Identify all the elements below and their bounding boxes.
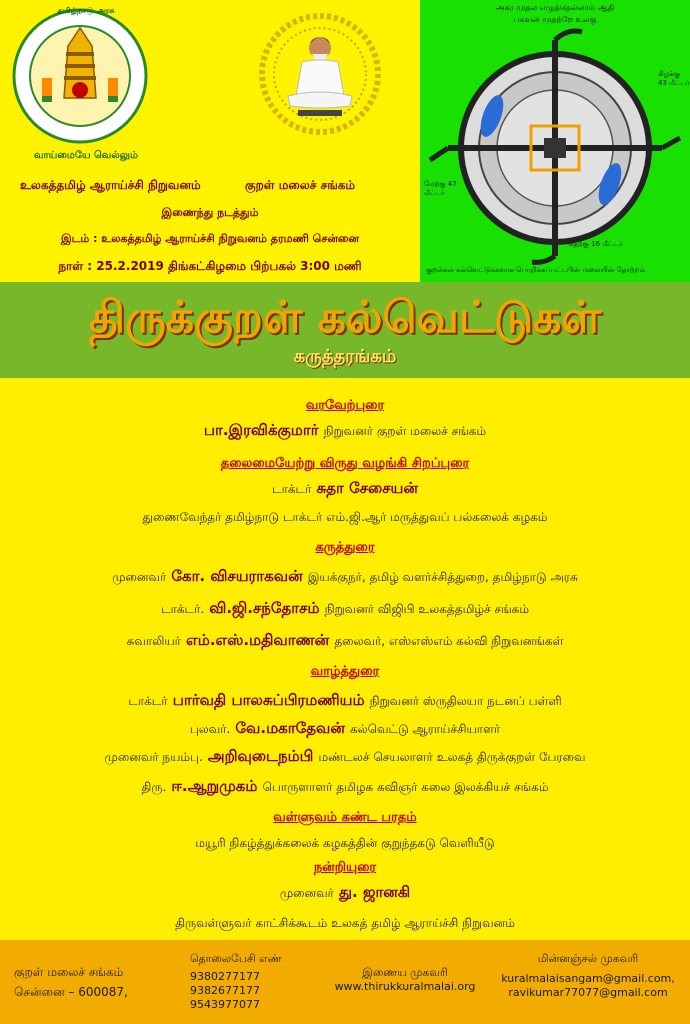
footer-email — [490, 952, 686, 1000]
map-panel — [420, 0, 690, 282]
web-label: இணைய முகவரி — [362, 966, 448, 979]
speech-speaker-2: டாக்டர். வி.ஜி.சந்தோசம் நிறுவனர் விஜிபி உலகத்தமிழ்ச் சங்கம் — [161, 599, 529, 617]
phone-3[interactable]: 9543977077 — [190, 998, 260, 1011]
greet-speaker-4: திரு. ஈ.ஆறுமுகம் பொருளாளர் தமிழக கவிஞர் கலை இலக்கியச் சங்கம் — [141, 777, 549, 795]
map-caption-top2: பகவன் முதற்றே உலகு — [513, 15, 597, 24]
tamilnadu-emblem-icon — [10, 6, 150, 146]
email-2[interactable]: ravikumar77077@gmail.com — [508, 986, 668, 999]
dance-heading: வள்ளுவம் கண்ட பரதம் — [273, 810, 417, 825]
chair-heading: தலைமையேற்று விருது வழங்கி சிறப்புரை — [220, 456, 470, 471]
thanks-role: திருவள்ளுவர் காட்சிக்கூடம் உலகத் தமிழ் ஆராய்ச்சி நிறுவனம் — [175, 916, 515, 930]
phone-label: தொலைபேசி எண் — [190, 952, 282, 965]
footer-address — [14, 962, 128, 1002]
speech-speaker-3: சுவாலியர் எம்.எஸ்.மதிவாணன் தலைவர், எஸ்எஸ்எம் கல்வி நிறுவனங்கள் — [126, 631, 564, 649]
date-text: நாள் : 25.2.2019 திங்கட்கிழமை பிற்பகல் 3:00 மணி — [58, 259, 362, 273]
org-left: உலகத்தமிழ் ஆராய்ச்சி நிறுவனம் — [20, 178, 201, 192]
greet-speaker-1: டாக்டர் பார்வதி பாலசுப்பிரமணியம் நிறுவனர் ஸ்ருதிலயா நடனப் பள்ளி — [128, 691, 562, 709]
web-link[interactable]: www.thirukkuralmalai.org — [334, 980, 476, 993]
map-label-west: மேற்கு 47 மீட்டர் — [424, 180, 457, 197]
venue-text: இடம் : உலகத்தமிழ் ஆராய்ச்சி நிறுவனம் தரமணி சென்னை — [60, 232, 360, 245]
greet-heading: வாழ்த்துரை — [310, 664, 380, 679]
dance-text: மயூரி நிகழ்த்துக்கலைக் கழகத்தின் குறுந்தகடு வெளியீடு — [195, 836, 495, 850]
event-subtitle: கருத்தரங்கம் — [293, 346, 397, 367]
greet-speaker-3: முனைவர் நயம்பு. அறிவுடைநம்பி மண்டலச் செயலாளர் உலகத் திருக்குறள் பேரவை — [104, 747, 586, 765]
map-caption-top1: அகர முதல எழுத்தெல்லாம் ஆதி — [495, 3, 615, 12]
speech-speaker-1: முனைவர் கோ. விசயராகவன் இயக்குநர், தமிழ் வளர்ச்சித்துறை, தமிழ்நாடு அரசு — [112, 567, 578, 585]
chair-role: துணைவேந்தர் தமிழ்நாடு டாக்டர் எம்.ஜி.ஆர் மருத்துவப் பல்கலைக் கழகம் — [142, 510, 548, 524]
emblem-arc-text: தமிழ்நாடு அரசு — [57, 6, 115, 15]
footer-city: சென்னை – 600087, — [14, 985, 128, 999]
chair-speaker: டாக்டர் சுதா சேசையன் — [272, 479, 418, 497]
hill-map-diagram — [420, 20, 690, 266]
email-1[interactable]: kuralmalaisangam@gmail.com, — [501, 972, 675, 985]
thanks-speaker: முனைவர் து. ஜானகி — [279, 883, 411, 901]
event-title: திருக்குறள் கல்வெட்டுகள் — [89, 292, 601, 343]
map-label-east: கிழக்கு 43 மீட்டர் — [658, 70, 690, 87]
thiruvalluvar-image — [240, 10, 400, 138]
footer-web — [330, 966, 480, 994]
emblem-motto: வாய்மையே வெல்லும் — [33, 150, 139, 161]
org-right: குறள் மலைச் சங்கம் — [245, 178, 356, 192]
joint-text: இணைந்து நடத்தும் — [161, 206, 259, 219]
phone-1[interactable]: 9380277177 — [190, 970, 260, 983]
header-section — [0, 0, 690, 282]
footer — [0, 940, 690, 1024]
map-caption-bottom: குறள்கள் கல்வெட்டுக்களாக பொறிக்கப்பட்டபின் மலையின் தோற்றம் — [426, 266, 646, 274]
footer-org: குறள் மலைச் சங்கம் — [14, 965, 124, 979]
speech-heading: கருத்துரை — [315, 540, 375, 555]
welcome-heading: வரவேற்புரை — [305, 398, 385, 413]
map-label-south: தெற்கு 16 மீட்டர் — [568, 240, 623, 248]
email-label: மின்னஞ்சல் முகவரி — [537, 952, 639, 965]
phone-2[interactable]: 9382677177 — [190, 984, 260, 997]
welcome-speaker: பா.இரவிக்குமார் நிறுவனர் குறள் மலைச் சங்கம் — [203, 421, 487, 439]
greet-speaker-2: புலவர். வே.மகாதேவன் கல்வெட்டு ஆராய்ச்சியாளர் — [189, 719, 501, 737]
thanks-heading: நன்றியுரை — [313, 860, 377, 875]
footer-phones — [190, 952, 282, 1012]
